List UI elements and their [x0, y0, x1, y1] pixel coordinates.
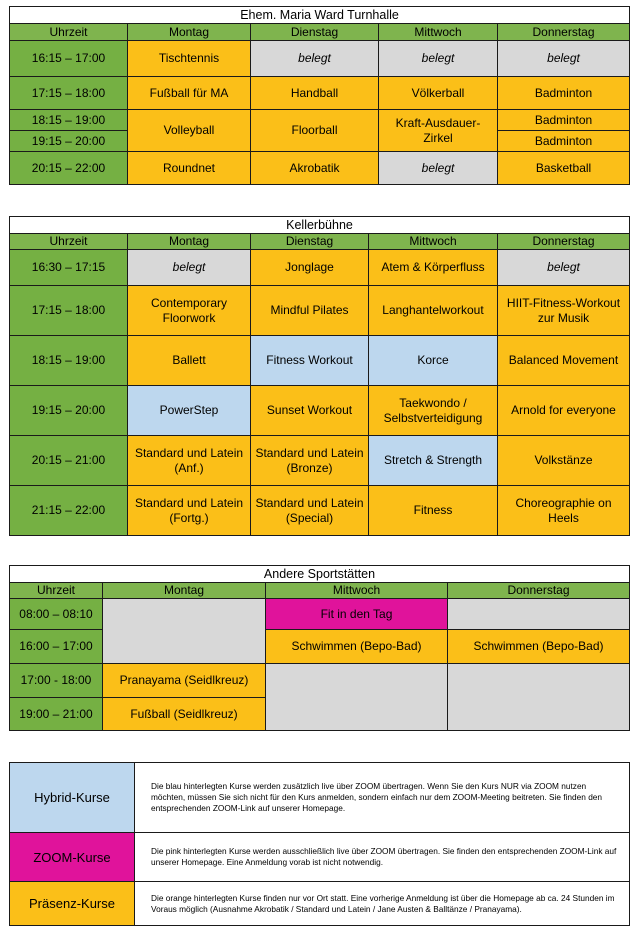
time-slot: 20:15 – 21:00 — [10, 436, 128, 486]
course-cell: Standard und Latein (Fortg.) — [128, 486, 251, 536]
course-cell: Pranayama (Seidlkreuz) — [103, 664, 266, 698]
course-cell: Standard und Latein (Bronze) — [251, 436, 369, 486]
course-cell: Kraft-Ausdauer-Zirkel — [379, 110, 498, 152]
time-slot: 18:15 – 19:00 — [10, 110, 128, 131]
empty-cell — [103, 599, 266, 664]
course-cell: Fußball (Seidlkreuz) — [103, 698, 266, 731]
time-slot: 21:15 – 22:00 — [10, 486, 128, 536]
time-slot: 19:15 – 20:00 — [10, 386, 128, 436]
occupied-cell: belegt — [128, 250, 251, 286]
column-header-wednesday: Mittwoch — [379, 24, 498, 41]
course-cell: Akrobatik — [251, 152, 379, 185]
course-cell: Ballett — [128, 336, 251, 386]
time-slot: 16:15 – 17:00 — [10, 41, 128, 77]
course-cell: Atem & Körperfluss — [369, 250, 498, 286]
course-cell: Sunset Workout — [251, 386, 369, 436]
column-header-thursday: Donnerstag — [448, 583, 630, 599]
course-cell: Floorball — [251, 110, 379, 152]
course-cell: Arnold for everyone — [498, 386, 630, 436]
table-title: Kellerbühne — [10, 217, 630, 234]
course-cell: Fitness — [369, 486, 498, 536]
hybrid-course-cell: Stretch & Strength — [369, 436, 498, 486]
empty-cell — [448, 599, 630, 630]
column-header-tuesday: Dienstag — [251, 24, 379, 41]
course-cell: Standard und Latein (Special) — [251, 486, 369, 536]
column-header-monday: Montag — [128, 234, 251, 250]
occupied-cell: belegt — [251, 41, 379, 77]
occupied-cell: belegt — [379, 152, 498, 185]
hybrid-course-cell: PowerStep — [128, 386, 251, 436]
course-cell: Choreographie on Heels — [498, 486, 630, 536]
zoom-course-cell: Fit in den Tag — [266, 599, 448, 630]
course-cell: Völkerball — [379, 77, 498, 110]
course-cell: Badminton — [498, 131, 630, 152]
legend-label-zoom: ZOOM-Kurse — [10, 833, 135, 882]
column-header-thursday: Donnerstag — [498, 24, 630, 41]
time-slot: 17:15 – 18:00 — [10, 286, 128, 336]
time-slot: 16:00 – 17:00 — [10, 630, 103, 664]
course-cell: Contemporary Floorwork — [128, 286, 251, 336]
column-header-wednesday: Mittwoch — [369, 234, 498, 250]
course-cell: Taekwondo / Selbstverteidigung — [369, 386, 498, 436]
course-cell: Jonglage — [251, 250, 369, 286]
column-header-time: Uhrzeit — [10, 24, 128, 41]
legend-label-hybrid: Hybrid-Kurse — [10, 763, 135, 833]
time-slot: 08:00 – 08:10 — [10, 599, 103, 630]
course-cell: HIIT-Fitness-Workout zur Musik — [498, 286, 630, 336]
course-cell: Mindful Pilates — [251, 286, 369, 336]
course-cell: Fußball für MA — [128, 77, 251, 110]
legend-label-presence: Präsenz-Kurse — [10, 882, 135, 926]
course-cell: Handball — [251, 77, 379, 110]
course-cell: Badminton — [498, 110, 630, 131]
hybrid-course-cell: Fitness Workout — [251, 336, 369, 386]
time-slot: 19:00 – 21:00 — [10, 698, 103, 731]
column-header-monday: Montag — [128, 24, 251, 41]
time-slot: 16:30 – 17:15 — [10, 250, 128, 286]
column-header-thursday: Donnerstag — [498, 234, 630, 250]
course-cell: Roundnet — [128, 152, 251, 185]
legend-text-hybrid: Die blau hinterlegten Kurse werden zusätzlich live über ZOOM übertragen. Wenn Sie den Kurs NUR via ZOOM nutzen möchten, müssen Sie sich nicht für den Kurs anmelden, sondern einfach nur dem ZOOM-Meeting beitreten. Sie finden den entsprechenden ZOOM-Link auf unserer Homepage. — [135, 763, 630, 833]
course-cell: Basketball — [498, 152, 630, 185]
column-header-time: Uhrzeit — [10, 583, 103, 599]
empty-cell — [266, 664, 448, 731]
occupied-cell: belegt — [498, 250, 630, 286]
course-cell: Standard und Latein (Anf.) — [128, 436, 251, 486]
course-cell: Langhantelworkout — [369, 286, 498, 336]
course-cell: Tischtennis — [128, 41, 251, 77]
column-header-time: Uhrzeit — [10, 234, 128, 250]
table-kellerbuehne — [9, 216, 630, 536]
hybrid-course-cell: Korce — [369, 336, 498, 386]
empty-cell — [448, 664, 630, 731]
course-cell: Badminton — [498, 77, 630, 110]
table-title: Ehem. Maria Ward Turnhalle — [10, 7, 630, 24]
course-cell: Schwimmen (Bepo-Bad) — [266, 630, 448, 664]
legend-text-zoom: Die pink hinterlegten Kurse werden ausschließlich live über ZOOM übertragen. Sie finden den entsprechenden ZOOM-Link auf unserer Homepage. Eine Anmeldung vorab ist nicht notwendig. — [135, 833, 630, 882]
course-cell: Volleyball — [128, 110, 251, 152]
legend-text-presence: Die orange hinterlegten Kurse finden nur vor Ort statt. Eine vorherige Anmeldung ist über die Homepage ab ca. 24 Stunden im Voraus möglich (Ausnahme Akrobatik / Standard und Latein / Jane Austen & Balltänze / Pranayama). — [135, 882, 630, 926]
time-slot: 18:15 – 19:00 — [10, 336, 128, 386]
table-andere-sportstaetten — [9, 565, 630, 731]
occupied-cell: belegt — [379, 41, 498, 77]
column-header-tuesday: Dienstag — [251, 234, 369, 250]
time-slot: 20:15 – 22:00 — [10, 152, 128, 185]
table-title: Andere Sportstätten — [10, 566, 630, 583]
column-header-monday: Montag — [103, 583, 266, 599]
occupied-cell: belegt — [498, 41, 630, 77]
time-slot: 17:00 - 18:00 — [10, 664, 103, 698]
course-cell: Volkstänze — [498, 436, 630, 486]
column-header-wednesday: Mittwoch — [266, 583, 448, 599]
course-cell: Balanced Movement — [498, 336, 630, 386]
table-maria-ward-turnhalle — [9, 6, 630, 185]
legend-table — [9, 762, 630, 926]
time-slot: 19:15 – 20:00 — [10, 131, 128, 152]
time-slot: 17:15 – 18:00 — [10, 77, 128, 110]
course-cell: Schwimmen (Bepo-Bad) — [448, 630, 630, 664]
